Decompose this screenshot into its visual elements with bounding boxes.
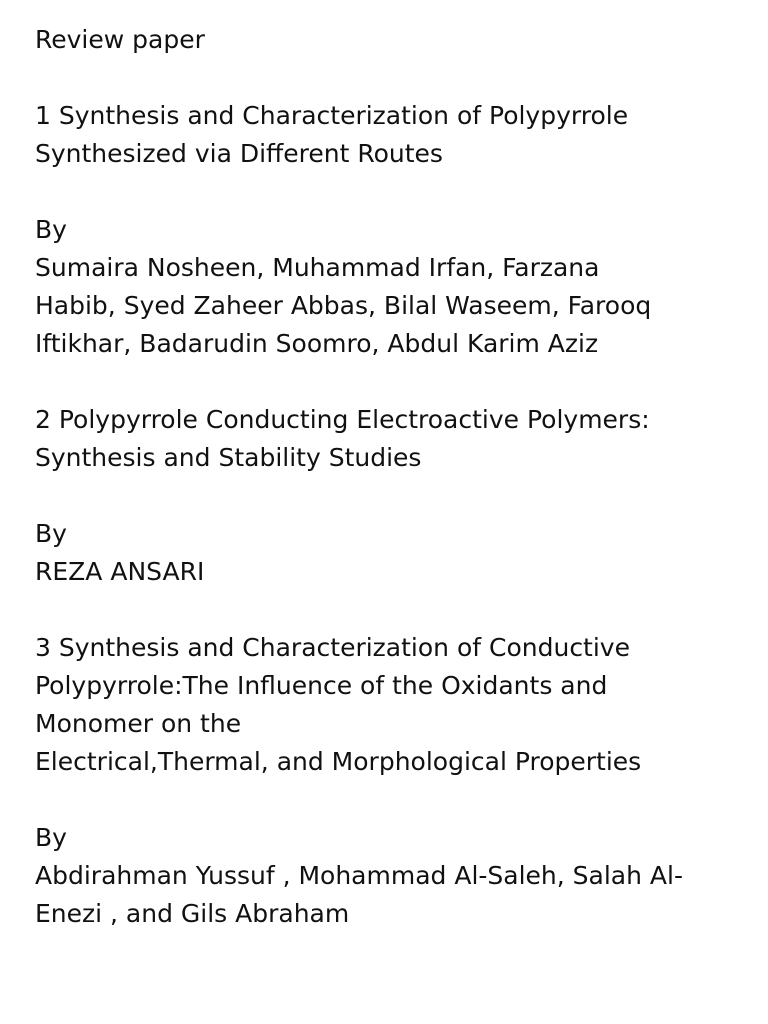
spacer: [35, 59, 755, 97]
author-line: Habib, Syed Zaheer Abbas, Bilal Waseem, Farooq: [35, 291, 652, 320]
by-label: By: [35, 519, 67, 548]
paper-title-line: Monomer on the: [35, 709, 242, 738]
paper-title-line: Synthesized via Different Routes: [35, 139, 443, 168]
paper-entry-3: [35, 629, 755, 933]
spacer: [35, 591, 755, 629]
spacer: [35, 363, 755, 401]
author-line: REZA ANSARI: [35, 557, 205, 586]
paper-title-line: 3 Synthesis and Characterization of Conductive: [35, 633, 630, 662]
paper-entry-2: [35, 401, 755, 591]
author-line: Iftikhar, Badarudin Soomro, Abdul Karim Aziz: [35, 329, 599, 358]
author-line: Abdirahman Yussuf , Mohammad Al-Saleh, Salah Al-: [35, 861, 683, 890]
spacer: [35, 173, 755, 211]
by-label: By: [35, 215, 67, 244]
author-line: Sumaira Nosheen, Muhammad Irfan, Farzana: [35, 253, 600, 282]
document-page: [35, 21, 755, 933]
paper-entry-1: [35, 97, 755, 363]
paper-title-line: 2 Polypyrrole Conducting Electroactive Polymers:: [35, 405, 650, 434]
paper-title-line: Synthesis and Stability Studies: [35, 443, 422, 472]
paper-title-line: 1 Synthesis and Characterization of Polypyrrole: [35, 101, 629, 130]
paper-title-line: Electrical,Thermal, and Morphological Properties: [35, 747, 642, 776]
author-line: Enezi , and Gils Abraham: [35, 899, 350, 928]
paper-title-line: Polypyrrole:The Influence of the Oxidants and: [35, 671, 608, 700]
document-title: Review paper: [35, 25, 205, 54]
spacer: [35, 781, 755, 819]
by-label: By: [35, 823, 67, 852]
spacer: [35, 477, 755, 515]
